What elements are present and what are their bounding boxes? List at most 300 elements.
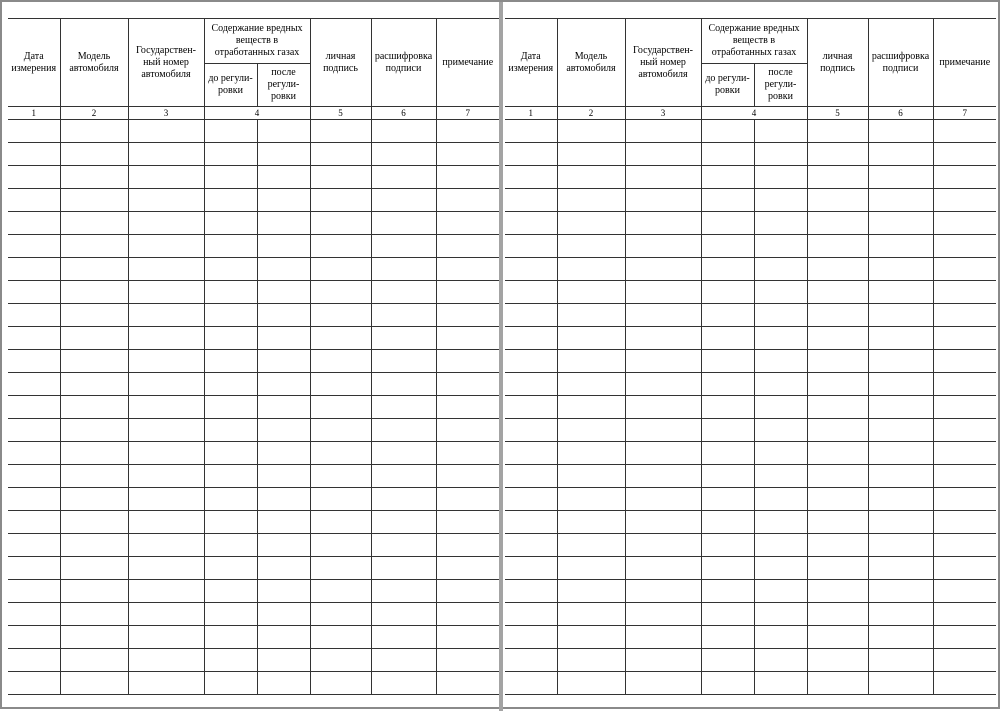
log-cell[interactable] bbox=[933, 235, 996, 258]
log-cell[interactable] bbox=[868, 212, 933, 235]
log-cell[interactable] bbox=[807, 557, 868, 580]
log-cell[interactable] bbox=[868, 120, 933, 143]
log-cell[interactable] bbox=[204, 189, 257, 212]
log-cell[interactable] bbox=[701, 166, 754, 189]
log-cell[interactable] bbox=[8, 258, 60, 281]
log-cell[interactable] bbox=[60, 373, 128, 396]
log-cell[interactable] bbox=[371, 120, 436, 143]
log-cell[interactable] bbox=[8, 603, 60, 626]
log-cell[interactable] bbox=[701, 143, 754, 166]
log-cell[interactable] bbox=[807, 488, 868, 511]
log-cell[interactable] bbox=[8, 350, 60, 373]
log-cell[interactable] bbox=[868, 189, 933, 212]
log-cell[interactable] bbox=[60, 580, 128, 603]
log-cell[interactable] bbox=[557, 373, 625, 396]
log-cell[interactable] bbox=[128, 534, 204, 557]
log-cell[interactable] bbox=[807, 281, 868, 304]
log-cell[interactable] bbox=[436, 603, 499, 626]
log-cell[interactable] bbox=[204, 212, 257, 235]
log-cell[interactable] bbox=[557, 603, 625, 626]
log-cell[interactable] bbox=[807, 442, 868, 465]
log-cell[interactable] bbox=[436, 350, 499, 373]
log-cell[interactable] bbox=[505, 534, 557, 557]
log-cell[interactable] bbox=[701, 281, 754, 304]
log-cell[interactable] bbox=[371, 488, 436, 511]
log-cell[interactable] bbox=[754, 281, 807, 304]
log-cell[interactable] bbox=[204, 557, 257, 580]
log-cell[interactable] bbox=[807, 189, 868, 212]
log-cell[interactable] bbox=[625, 143, 701, 166]
log-cell[interactable] bbox=[868, 304, 933, 327]
log-cell[interactable] bbox=[557, 327, 625, 350]
log-cell[interactable] bbox=[933, 511, 996, 534]
log-cell[interactable] bbox=[933, 258, 996, 281]
log-cell[interactable] bbox=[701, 419, 754, 442]
log-cell[interactable] bbox=[204, 143, 257, 166]
log-cell[interactable] bbox=[60, 603, 128, 626]
log-cell[interactable] bbox=[868, 442, 933, 465]
log-cell[interactable] bbox=[625, 166, 701, 189]
log-cell[interactable] bbox=[505, 143, 557, 166]
log-cell[interactable] bbox=[701, 304, 754, 327]
log-cell[interactable] bbox=[257, 580, 310, 603]
log-cell[interactable] bbox=[310, 649, 371, 672]
log-cell[interactable] bbox=[257, 511, 310, 534]
log-cell[interactable] bbox=[204, 281, 257, 304]
log-cell[interactable] bbox=[625, 557, 701, 580]
log-cell[interactable] bbox=[933, 626, 996, 649]
log-cell[interactable] bbox=[807, 258, 868, 281]
log-cell[interactable] bbox=[557, 258, 625, 281]
log-cell[interactable] bbox=[310, 373, 371, 396]
log-cell[interactable] bbox=[310, 166, 371, 189]
log-cell[interactable] bbox=[128, 603, 204, 626]
log-cell[interactable] bbox=[505, 189, 557, 212]
log-cell[interactable] bbox=[436, 120, 499, 143]
log-cell[interactable] bbox=[754, 465, 807, 488]
log-cell[interactable] bbox=[310, 557, 371, 580]
log-cell[interactable] bbox=[625, 580, 701, 603]
log-cell[interactable] bbox=[807, 235, 868, 258]
log-cell[interactable] bbox=[625, 258, 701, 281]
log-cell[interactable] bbox=[257, 189, 310, 212]
log-cell[interactable] bbox=[436, 465, 499, 488]
log-cell[interactable] bbox=[505, 442, 557, 465]
log-cell[interactable] bbox=[371, 557, 436, 580]
log-cell[interactable] bbox=[505, 626, 557, 649]
log-cell[interactable] bbox=[505, 373, 557, 396]
log-cell[interactable] bbox=[868, 281, 933, 304]
log-cell[interactable] bbox=[807, 396, 868, 419]
log-cell[interactable] bbox=[933, 534, 996, 557]
log-cell[interactable] bbox=[933, 120, 996, 143]
log-cell[interactable] bbox=[557, 235, 625, 258]
log-cell[interactable] bbox=[128, 189, 204, 212]
log-cell[interactable] bbox=[625, 534, 701, 557]
log-cell[interactable] bbox=[204, 304, 257, 327]
log-cell[interactable] bbox=[436, 212, 499, 235]
log-cell[interactable] bbox=[754, 373, 807, 396]
log-cell[interactable] bbox=[933, 327, 996, 350]
log-cell[interactable] bbox=[868, 166, 933, 189]
log-cell[interactable] bbox=[933, 465, 996, 488]
log-cell[interactable] bbox=[754, 442, 807, 465]
log-cell[interactable] bbox=[868, 396, 933, 419]
log-cell[interactable] bbox=[505, 649, 557, 672]
log-cell[interactable] bbox=[204, 603, 257, 626]
log-cell[interactable] bbox=[436, 143, 499, 166]
log-cell[interactable] bbox=[807, 373, 868, 396]
log-cell[interactable] bbox=[505, 212, 557, 235]
log-cell[interactable] bbox=[505, 327, 557, 350]
log-cell[interactable] bbox=[60, 442, 128, 465]
log-cell[interactable] bbox=[557, 120, 625, 143]
log-cell[interactable] bbox=[204, 373, 257, 396]
log-cell[interactable] bbox=[557, 350, 625, 373]
log-cell[interactable] bbox=[128, 488, 204, 511]
log-cell[interactable] bbox=[625, 350, 701, 373]
log-cell[interactable] bbox=[371, 465, 436, 488]
log-cell[interactable] bbox=[8, 672, 60, 695]
log-cell[interactable] bbox=[257, 419, 310, 442]
log-cell[interactable] bbox=[128, 511, 204, 534]
log-cell[interactable] bbox=[625, 327, 701, 350]
log-cell[interactable] bbox=[257, 258, 310, 281]
log-cell[interactable] bbox=[310, 350, 371, 373]
log-cell[interactable] bbox=[60, 143, 128, 166]
log-cell[interactable] bbox=[8, 626, 60, 649]
log-cell[interactable] bbox=[933, 350, 996, 373]
log-cell[interactable] bbox=[868, 419, 933, 442]
log-cell[interactable] bbox=[557, 396, 625, 419]
log-cell[interactable] bbox=[60, 511, 128, 534]
log-cell[interactable] bbox=[257, 281, 310, 304]
log-cell[interactable] bbox=[807, 304, 868, 327]
log-cell[interactable] bbox=[625, 442, 701, 465]
log-cell[interactable] bbox=[868, 373, 933, 396]
log-cell[interactable] bbox=[310, 488, 371, 511]
log-cell[interactable] bbox=[807, 419, 868, 442]
log-cell[interactable] bbox=[128, 281, 204, 304]
log-cell[interactable] bbox=[257, 212, 310, 235]
log-cell[interactable] bbox=[371, 166, 436, 189]
log-cell[interactable] bbox=[60, 419, 128, 442]
log-cell[interactable] bbox=[701, 557, 754, 580]
log-cell[interactable] bbox=[701, 373, 754, 396]
log-cell[interactable] bbox=[8, 166, 60, 189]
log-cell[interactable] bbox=[868, 350, 933, 373]
log-cell[interactable] bbox=[204, 442, 257, 465]
log-cell[interactable] bbox=[754, 189, 807, 212]
log-cell[interactable] bbox=[625, 419, 701, 442]
log-cell[interactable] bbox=[128, 442, 204, 465]
log-cell[interactable] bbox=[557, 304, 625, 327]
log-cell[interactable] bbox=[505, 488, 557, 511]
log-cell[interactable] bbox=[933, 212, 996, 235]
log-cell[interactable] bbox=[60, 258, 128, 281]
log-cell[interactable] bbox=[257, 672, 310, 695]
log-cell[interactable] bbox=[310, 143, 371, 166]
log-cell[interactable] bbox=[625, 189, 701, 212]
log-cell[interactable] bbox=[204, 465, 257, 488]
log-cell[interactable] bbox=[128, 672, 204, 695]
log-cell[interactable] bbox=[128, 350, 204, 373]
log-cell[interactable] bbox=[754, 258, 807, 281]
log-cell[interactable] bbox=[128, 166, 204, 189]
log-cell[interactable] bbox=[8, 580, 60, 603]
log-cell[interactable] bbox=[701, 189, 754, 212]
log-cell[interactable] bbox=[505, 281, 557, 304]
log-cell[interactable] bbox=[933, 396, 996, 419]
log-cell[interactable] bbox=[557, 580, 625, 603]
log-cell[interactable] bbox=[8, 304, 60, 327]
log-cell[interactable] bbox=[204, 235, 257, 258]
log-cell[interactable] bbox=[505, 166, 557, 189]
log-cell[interactable] bbox=[557, 465, 625, 488]
log-cell[interactable] bbox=[868, 557, 933, 580]
log-cell[interactable] bbox=[868, 672, 933, 695]
log-cell[interactable] bbox=[701, 603, 754, 626]
log-cell[interactable] bbox=[701, 465, 754, 488]
log-cell[interactable] bbox=[60, 649, 128, 672]
log-cell[interactable] bbox=[60, 304, 128, 327]
log-cell[interactable] bbox=[868, 235, 933, 258]
log-cell[interactable] bbox=[754, 212, 807, 235]
log-cell[interactable] bbox=[60, 557, 128, 580]
log-cell[interactable] bbox=[868, 626, 933, 649]
log-cell[interactable] bbox=[204, 120, 257, 143]
log-cell[interactable] bbox=[128, 557, 204, 580]
log-cell[interactable] bbox=[754, 304, 807, 327]
log-cell[interactable] bbox=[257, 143, 310, 166]
log-cell[interactable] bbox=[436, 534, 499, 557]
log-cell[interactable] bbox=[701, 442, 754, 465]
log-cell[interactable] bbox=[557, 166, 625, 189]
log-cell[interactable] bbox=[701, 511, 754, 534]
log-cell[interactable] bbox=[8, 488, 60, 511]
log-cell[interactable] bbox=[60, 327, 128, 350]
log-cell[interactable] bbox=[60, 488, 128, 511]
log-cell[interactable] bbox=[310, 626, 371, 649]
log-cell[interactable] bbox=[8, 649, 60, 672]
log-cell[interactable] bbox=[807, 350, 868, 373]
log-cell[interactable] bbox=[60, 212, 128, 235]
log-cell[interactable] bbox=[128, 212, 204, 235]
log-cell[interactable] bbox=[436, 373, 499, 396]
log-cell[interactable] bbox=[701, 350, 754, 373]
log-cell[interactable] bbox=[436, 626, 499, 649]
log-cell[interactable] bbox=[868, 143, 933, 166]
log-cell[interactable] bbox=[933, 304, 996, 327]
log-cell[interactable] bbox=[436, 166, 499, 189]
log-cell[interactable] bbox=[557, 281, 625, 304]
log-cell[interactable] bbox=[257, 442, 310, 465]
log-cell[interactable] bbox=[701, 534, 754, 557]
log-cell[interactable] bbox=[754, 235, 807, 258]
log-cell[interactable] bbox=[625, 465, 701, 488]
log-cell[interactable] bbox=[436, 304, 499, 327]
log-cell[interactable] bbox=[60, 235, 128, 258]
log-cell[interactable] bbox=[371, 442, 436, 465]
log-cell[interactable] bbox=[436, 189, 499, 212]
log-cell[interactable] bbox=[701, 212, 754, 235]
log-cell[interactable] bbox=[625, 603, 701, 626]
log-cell[interactable] bbox=[868, 465, 933, 488]
log-cell[interactable] bbox=[701, 649, 754, 672]
log-cell[interactable] bbox=[310, 189, 371, 212]
log-cell[interactable] bbox=[868, 580, 933, 603]
log-cell[interactable] bbox=[204, 327, 257, 350]
log-cell[interactable] bbox=[310, 511, 371, 534]
log-cell[interactable] bbox=[60, 350, 128, 373]
log-cell[interactable] bbox=[60, 120, 128, 143]
log-cell[interactable] bbox=[933, 373, 996, 396]
log-cell[interactable] bbox=[807, 465, 868, 488]
log-cell[interactable] bbox=[371, 281, 436, 304]
log-cell[interactable] bbox=[557, 672, 625, 695]
log-cell[interactable] bbox=[204, 258, 257, 281]
log-cell[interactable] bbox=[8, 442, 60, 465]
log-cell[interactable] bbox=[371, 258, 436, 281]
log-cell[interactable] bbox=[310, 120, 371, 143]
log-cell[interactable] bbox=[371, 235, 436, 258]
log-cell[interactable] bbox=[868, 327, 933, 350]
log-cell[interactable] bbox=[754, 143, 807, 166]
log-cell[interactable] bbox=[257, 649, 310, 672]
log-cell[interactable] bbox=[128, 235, 204, 258]
log-cell[interactable] bbox=[310, 465, 371, 488]
log-cell[interactable] bbox=[60, 626, 128, 649]
log-cell[interactable] bbox=[371, 511, 436, 534]
log-cell[interactable] bbox=[701, 120, 754, 143]
log-cell[interactable] bbox=[505, 258, 557, 281]
log-cell[interactable] bbox=[257, 350, 310, 373]
log-cell[interactable] bbox=[625, 626, 701, 649]
log-cell[interactable] bbox=[8, 327, 60, 350]
log-cell[interactable] bbox=[60, 672, 128, 695]
log-cell[interactable] bbox=[701, 626, 754, 649]
log-cell[interactable] bbox=[436, 672, 499, 695]
log-cell[interactable] bbox=[204, 672, 257, 695]
log-cell[interactable] bbox=[8, 465, 60, 488]
log-cell[interactable] bbox=[257, 557, 310, 580]
log-cell[interactable] bbox=[436, 235, 499, 258]
log-cell[interactable] bbox=[371, 580, 436, 603]
log-cell[interactable] bbox=[754, 534, 807, 557]
log-cell[interactable] bbox=[310, 235, 371, 258]
log-cell[interactable] bbox=[701, 396, 754, 419]
log-cell[interactable] bbox=[933, 649, 996, 672]
log-cell[interactable] bbox=[754, 672, 807, 695]
log-cell[interactable] bbox=[625, 649, 701, 672]
log-cell[interactable] bbox=[310, 419, 371, 442]
log-cell[interactable] bbox=[807, 212, 868, 235]
log-cell[interactable] bbox=[371, 350, 436, 373]
log-cell[interactable] bbox=[625, 120, 701, 143]
log-cell[interactable] bbox=[505, 396, 557, 419]
log-cell[interactable] bbox=[128, 649, 204, 672]
log-cell[interactable] bbox=[436, 327, 499, 350]
log-cell[interactable] bbox=[625, 396, 701, 419]
log-cell[interactable] bbox=[754, 327, 807, 350]
log-cell[interactable] bbox=[204, 488, 257, 511]
log-cell[interactable] bbox=[625, 373, 701, 396]
log-cell[interactable] bbox=[933, 166, 996, 189]
log-cell[interactable] bbox=[868, 258, 933, 281]
log-cell[interactable] bbox=[868, 603, 933, 626]
log-cell[interactable] bbox=[60, 166, 128, 189]
log-cell[interactable] bbox=[128, 304, 204, 327]
log-cell[interactable] bbox=[436, 488, 499, 511]
log-cell[interactable] bbox=[625, 488, 701, 511]
log-cell[interactable] bbox=[310, 304, 371, 327]
log-cell[interactable] bbox=[701, 488, 754, 511]
log-cell[interactable] bbox=[310, 281, 371, 304]
log-cell[interactable] bbox=[625, 281, 701, 304]
log-cell[interactable] bbox=[371, 672, 436, 695]
log-cell[interactable] bbox=[128, 465, 204, 488]
log-cell[interactable] bbox=[505, 465, 557, 488]
log-cell[interactable] bbox=[868, 534, 933, 557]
log-cell[interactable] bbox=[371, 603, 436, 626]
log-cell[interactable] bbox=[933, 442, 996, 465]
log-cell[interactable] bbox=[557, 649, 625, 672]
log-cell[interactable] bbox=[257, 603, 310, 626]
log-cell[interactable] bbox=[754, 120, 807, 143]
log-cell[interactable] bbox=[204, 166, 257, 189]
log-cell[interactable] bbox=[625, 511, 701, 534]
log-cell[interactable] bbox=[60, 534, 128, 557]
log-cell[interactable] bbox=[257, 373, 310, 396]
log-cell[interactable] bbox=[128, 373, 204, 396]
log-cell[interactable] bbox=[933, 189, 996, 212]
log-cell[interactable] bbox=[505, 603, 557, 626]
log-cell[interactable] bbox=[8, 419, 60, 442]
log-cell[interactable] bbox=[371, 373, 436, 396]
log-cell[interactable] bbox=[436, 580, 499, 603]
log-cell[interactable] bbox=[204, 350, 257, 373]
log-cell[interactable] bbox=[807, 626, 868, 649]
log-cell[interactable] bbox=[257, 304, 310, 327]
log-cell[interactable] bbox=[933, 557, 996, 580]
log-cell[interactable] bbox=[436, 281, 499, 304]
log-cell[interactable] bbox=[933, 580, 996, 603]
log-cell[interactable] bbox=[807, 166, 868, 189]
log-cell[interactable] bbox=[8, 373, 60, 396]
log-cell[interactable] bbox=[754, 350, 807, 373]
log-cell[interactable] bbox=[505, 350, 557, 373]
log-cell[interactable] bbox=[557, 189, 625, 212]
log-cell[interactable] bbox=[371, 396, 436, 419]
log-cell[interactable] bbox=[8, 189, 60, 212]
log-cell[interactable] bbox=[371, 419, 436, 442]
log-cell[interactable] bbox=[807, 580, 868, 603]
log-cell[interactable] bbox=[8, 281, 60, 304]
log-cell[interactable] bbox=[436, 511, 499, 534]
log-cell[interactable] bbox=[933, 143, 996, 166]
log-cell[interactable] bbox=[204, 649, 257, 672]
log-cell[interactable] bbox=[754, 649, 807, 672]
log-cell[interactable] bbox=[436, 442, 499, 465]
log-cell[interactable] bbox=[310, 327, 371, 350]
log-cell[interactable] bbox=[310, 672, 371, 695]
log-cell[interactable] bbox=[257, 235, 310, 258]
log-cell[interactable] bbox=[505, 557, 557, 580]
log-cell[interactable] bbox=[625, 212, 701, 235]
log-cell[interactable] bbox=[60, 281, 128, 304]
log-cell[interactable] bbox=[310, 212, 371, 235]
log-cell[interactable] bbox=[436, 557, 499, 580]
